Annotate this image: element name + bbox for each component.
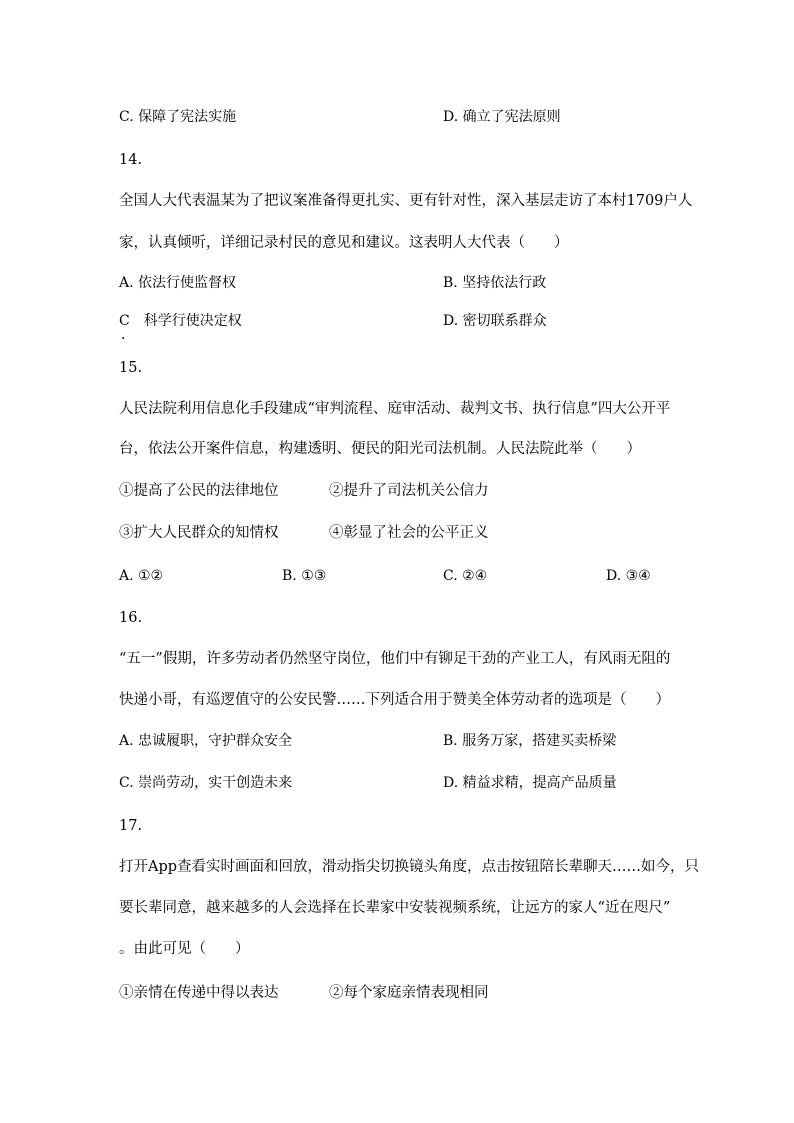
q15-number: 15. xyxy=(119,360,143,376)
q15-item-4: ④彰显了社会的公平正义 xyxy=(329,525,489,541)
q15-option-c: C. ②④ xyxy=(443,568,488,584)
q15-option-a: A. ①② xyxy=(119,568,164,584)
q15-option-d: D. ③④ xyxy=(606,568,651,584)
q16-stem-line-2: 快递小哥，有巡逻值守的公安民警……下列适合用于赞美全体劳动者的选项是（ ） xyxy=(119,692,670,708)
q13-option-c: C. 保障了宪法实施 xyxy=(119,109,237,125)
q16-option-b: B. 服务万家，搭建买卖桥梁 xyxy=(443,733,617,749)
q16-option-c: C. 崇尚劳动，实干创造未来 xyxy=(119,775,293,791)
q17-stem-line-2: 要长辈同意，越来越多的人会选择在长辈家中安装视频系统，让远方的家人“近在咫尺” xyxy=(119,900,671,916)
q15-stem-line-2: 台，依法公开案件信息，构建透明、便民的阳光司法机制。人民法院此举（ ） xyxy=(119,441,641,457)
q15-option-b: B. ①③ xyxy=(282,568,327,584)
q14-stem-line-1: 全国人大代表温某为了把议案准备得更扎实、更有针对性，深入基层走访了本村1709户人 xyxy=(119,193,693,209)
q16-stem-line-1: “五一”假期，许多劳动者仍然坚守岗位，他们中有铆足干劲的产业工人，有风雨无阻的 xyxy=(119,651,671,667)
q16-option-a: A. 忠诚履职，守护群众安全 xyxy=(119,733,293,749)
q14-stem-line-2: 家，认真倾听，详细记录村民的意见和建议。这表明人大代表（ ） xyxy=(119,235,569,251)
q15-item-2: ②提升了司法机关公信力 xyxy=(329,483,489,499)
q14-option-c: C 科学行使决定权 xyxy=(119,313,242,329)
q16-number: 16. xyxy=(119,610,143,626)
q17-number: 17. xyxy=(119,818,143,834)
q14-option-a: A. 依法行使监督权 xyxy=(119,275,237,291)
q14-number: 14. xyxy=(119,152,143,168)
q17-stem-line-3: 。由此可见（ ） xyxy=(119,941,250,957)
q17-item-2: ②每个家庭亲情表现相同 xyxy=(329,985,489,1001)
q14-option-d: D. 密切联系群众 xyxy=(443,313,547,329)
q13-option-d: D. 确立了宪法原则 xyxy=(443,109,561,125)
q14-option-b: B. 坚持依法行政 xyxy=(443,275,547,291)
q15-item-1: ①提高了公民的法律地位 xyxy=(119,483,279,499)
q16-option-d: D. 精益求精，提高产品质量 xyxy=(443,775,617,791)
q17-stem-line-1: 打开App查看实时画面和回放，滑动指尖切换镜头角度，点击按钮陪长辈聊天……如今，只 xyxy=(119,859,700,875)
q14-option-c-dot: ． xyxy=(121,327,135,343)
q15-stem-line-1: 人民法院利用信息化手段建成“审判流程、庭审活动、裁判文书、执行信息”四大公开平 xyxy=(119,401,671,417)
q15-item-3: ③扩大人民群众的知情权 xyxy=(119,525,279,541)
q17-item-1: ①亲情在传递中得以表达 xyxy=(119,985,279,1001)
